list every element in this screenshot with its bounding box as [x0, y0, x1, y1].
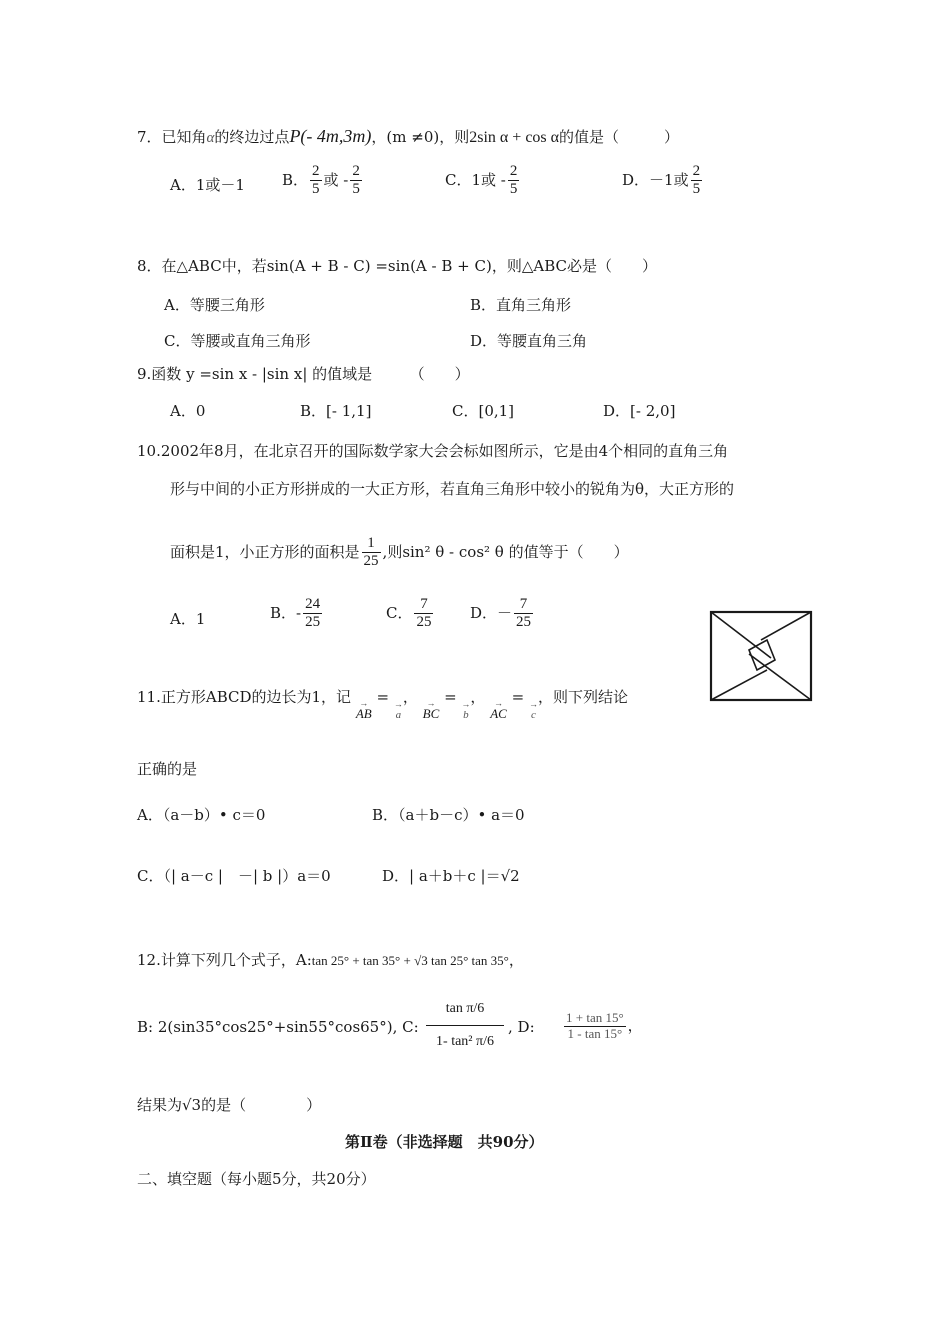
- q10-option-d: D．－ $\frac{7}{25}$: [470, 596, 532, 631]
- fraction-c: $\frac{\text{tan π/6}}{\text{1- tan² π/6}}$: [426, 995, 504, 1050]
- fraction: $\frac{7}{25}$: [516, 596, 532, 631]
- fraction: $\frac{24}{25}$: [305, 596, 321, 631]
- q12-result: 结果为√3的是（ ）: [137, 1096, 322, 1114]
- fraction: $\frac{1}{25}$: [363, 535, 379, 570]
- q12-expr-d: $\frac{1 + \tan 15^\circ}{1 - \tan 15^\circ}$ ，: [566, 1010, 643, 1041]
- vector-ab: → AB: [355, 698, 372, 721]
- q8-option-c: C．等腰或直角三角形: [164, 332, 311, 350]
- point-p: P(- 4m,3m): [289, 126, 372, 146]
- q12-line2: B: 2(sin35°cos25°+sin55°cos65°), C:: [137, 1018, 419, 1036]
- section-title: 第Ⅱ卷（非选择题 共90分）: [345, 1133, 544, 1151]
- q8-stem: 8．在△ABC中，若sin(A + B - C) =sin(A - B + C)，则△ABC必是（ ）: [137, 257, 657, 275]
- q8-option-d: D．等腰直角三角: [470, 332, 588, 350]
- fraction: $\frac{2}{5}$: [692, 163, 701, 198]
- q8-option-a: A．等腰三角形: [164, 296, 265, 314]
- fraction: $\frac{7}{25}$: [416, 596, 432, 631]
- q11-stem-cont: 正确的是: [137, 760, 198, 778]
- q10-line1: 10.2002年8月，在北京召开的国际数学家大会会标如图所示，它是由4个相同的直角三角: [137, 442, 729, 460]
- alpha-symbol: α: [206, 130, 215, 146]
- q11-option-c: C．（| a－c | －| b |）a＝0: [137, 867, 331, 885]
- q9-option-d: D．[- 2,0]: [603, 402, 676, 420]
- q11-option-d: D．| a＋b＋c |＝√2: [382, 867, 520, 885]
- fraction: $\frac{2}{5}$: [312, 163, 320, 198]
- q10-line3: 面积是1，小正方形的面积是 $\frac{1}{25}$ ,则sin² θ - cos² θ 的值等于（ ）: [170, 535, 629, 570]
- fraction: $\frac{2}{5}$: [352, 163, 360, 198]
- q8-option-b: B．直角三角形: [470, 296, 572, 314]
- vector-b: → b: [461, 699, 471, 721]
- q11-stem: 11.正方形ABCD的边长为1，记 → AB = → a ， → BC = → b ， → AC = → c ，则下列结论: [137, 688, 628, 721]
- q9-option-a: A．0: [170, 402, 206, 420]
- q11-option-b: B．（a＋b－c）• a＝0: [372, 806, 525, 824]
- q12-d-label: , D:: [508, 1018, 535, 1036]
- q9-option-c: C．[0,1]: [452, 402, 515, 420]
- q10-option-c: C． $\frac{7}{25}$: [386, 596, 432, 631]
- vector-ac: → AC: [490, 698, 507, 721]
- fill-in-heading: 二、填空题（每小题5分，共20分）: [137, 1170, 376, 1188]
- q10-line2: 形与中间的小正方形拼成的一大正方形，若直角三角形中较小的锐角为θ，大正方形的: [170, 480, 735, 498]
- q10-option-b: B．- $\frac{24}{25}$: [270, 596, 321, 631]
- vector-a: → a: [393, 699, 403, 721]
- q12-stem: 12.计算下列几个式子，A:tan 25° + tan 35° + √3 tan 25° tan 35°，: [137, 951, 524, 969]
- q9-stem: 9.函数 y =sin x - |sin x| 的值域是 （ ）: [137, 365, 470, 383]
- congress-logo-figure: [709, 610, 813, 702]
- q7-option-c: C．1或 - $\frac{2}{5}$: [445, 163, 518, 198]
- vector-bc: → BC: [422, 698, 440, 721]
- q11-option-a: A．（a－b）• c＝0: [137, 806, 266, 824]
- expression-a: tan 25° + tan 35° + √3 tan 25° tan 35°: [311, 953, 509, 968]
- q9-option-b: B．[- 1,1]: [300, 402, 372, 420]
- vector-c: → c: [528, 699, 538, 721]
- fraction-d: $\frac{1 + \tan 15^\circ}{1 - \tan 15^\circ}$: [566, 1010, 624, 1041]
- q10-option-a: A．1: [170, 610, 206, 628]
- q7-option-a: A．1或－1: [170, 176, 245, 194]
- q7-option-b: B． $\frac{2}{5}$ 或 - $\frac{2}{5}$: [282, 163, 360, 198]
- fraction: $\frac{2}{5}$: [509, 163, 518, 198]
- q12-expr-c: [424, 995, 506, 1050]
- q7-option-d: D．－1或 $\frac{2}{5}$: [622, 163, 701, 198]
- q7-stem: 7．已知角α的终边过点P(- 4m,3m)，(m ≠0)，则2sin α + cos α的值是（ ）: [137, 126, 680, 146]
